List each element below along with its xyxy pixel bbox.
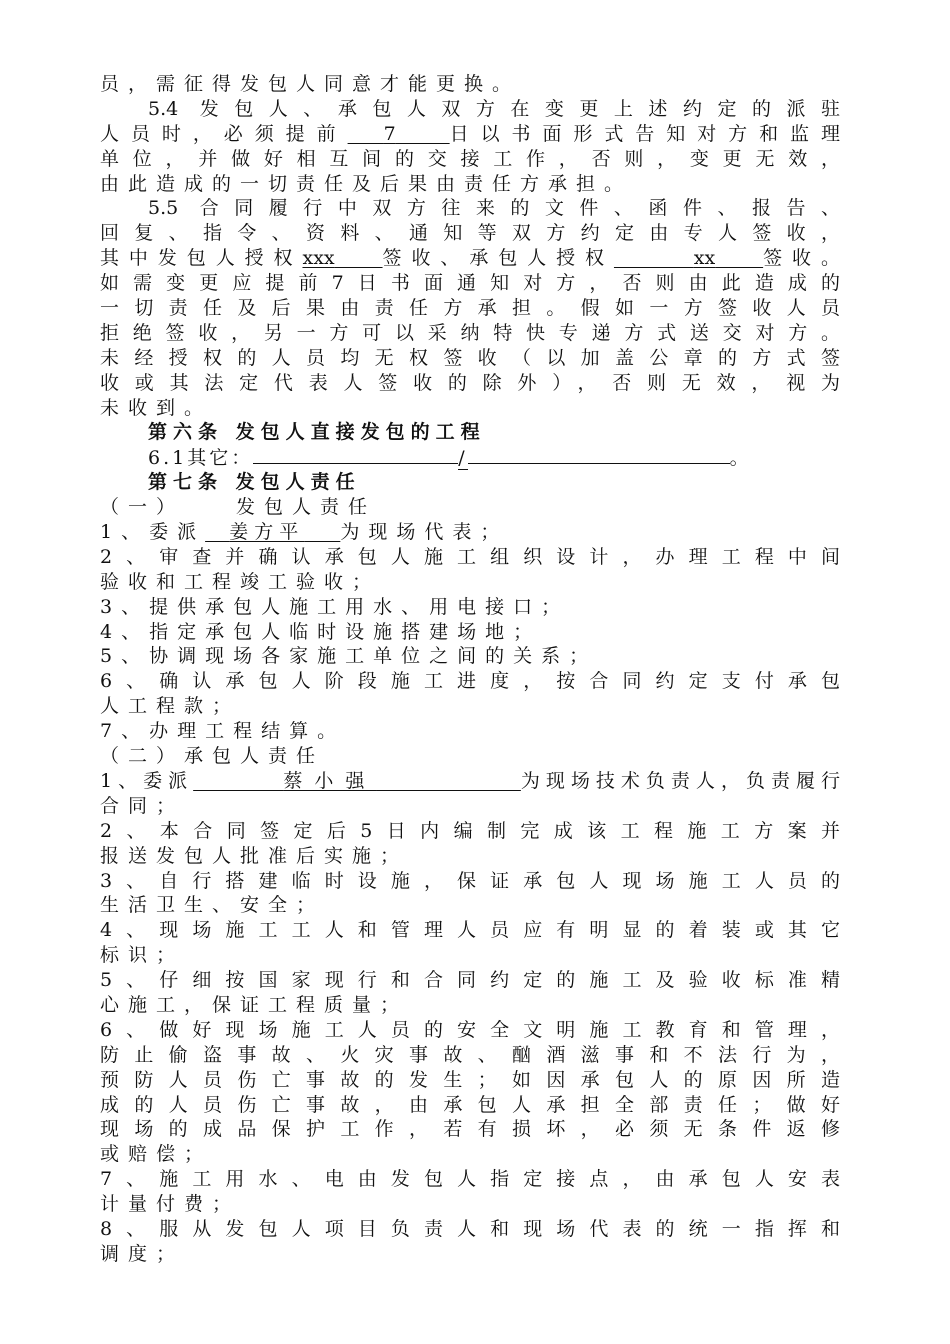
line-text: 预防人员伤亡事故的发生；如因承包人的原因所造 [100, 1068, 840, 1091]
text-line [100, 147, 840, 172]
line-text: 6、做好现场施工人员的安全文明施工教育和管理， [100, 1018, 840, 1041]
line-text: 。 [729, 447, 752, 470]
line-text: 拒绝签收，另一方可以采纳特快专递方式送交对方。 [100, 321, 840, 344]
contractor-signer-value: xx [693, 247, 716, 270]
line-text: 报送发包人批准后实施； [100, 844, 409, 867]
line-text: 成的人员伤亡事故，由承包人承担全部责任；做好 [100, 1093, 840, 1116]
text-line [100, 1043, 840, 1068]
text-line [100, 72, 860, 97]
text-line [100, 794, 860, 819]
text-line [100, 1093, 840, 1118]
line-text: 6.1其它： [148, 447, 254, 470]
text-line [100, 844, 860, 869]
text-line [100, 1117, 840, 1142]
line-text: 签收、承包人授权 [382, 247, 614, 270]
line-text: 收或其法定代表人签收的除外），否则无效，视为 [100, 371, 840, 394]
text-line [100, 669, 840, 694]
line-text: 2、本合同签定后5日内编制完成该工程施工方案并 [100, 819, 840, 842]
line-text: 为现场代表； [340, 521, 509, 544]
text-line [100, 396, 860, 421]
text-line [100, 943, 860, 968]
line-text: 未收到。 [100, 396, 213, 419]
text-line [100, 1192, 860, 1217]
notice-days-field [348, 123, 450, 145]
employer-representative-field [205, 521, 340, 543]
clause-5-4-line [100, 97, 840, 122]
text-line [100, 1068, 840, 1093]
clause-5-5-line [100, 196, 840, 221]
line-text: 7、办理工程结算。 [100, 720, 346, 743]
text-line [100, 321, 840, 346]
line-text: 验收和工程竣工验收； [100, 570, 381, 593]
line-text: 5.4 发包人、承包人双方在变更上述约定的派驻 [148, 97, 840, 120]
text-line [100, 1217, 840, 1242]
article-6-heading [100, 420, 860, 445]
other-blank-slash: / [458, 447, 468, 470]
line-text: （二）承包人责任 [100, 745, 325, 768]
clause-6-1-line [100, 445, 860, 470]
text-line [100, 1167, 840, 1192]
line-text: 2、审查并确认承包人施工组织设计，办理工程中间 [100, 545, 840, 568]
text-line [100, 520, 860, 545]
contract-page [100, 72, 860, 1267]
line-text: 单位，并做好相互间的交接工作，否则，变更无效， [100, 147, 840, 170]
line-text: 人工程款； [100, 695, 241, 718]
line-text: 如需变更应提前7日书面通知对方，否则由此造成的 [100, 272, 840, 295]
heading-text: 第七条 发包人责任 [148, 471, 361, 494]
text-line [100, 346, 840, 371]
line-text: （一） [100, 496, 185, 519]
line-text: 现场的成品保护工作，若有损坏，必须无条件返修 [100, 1118, 840, 1141]
text-line [100, 1142, 860, 1167]
contractor-signer-field [614, 247, 763, 269]
text-line [100, 644, 860, 669]
line-text: 发包人责任 [236, 496, 377, 519]
line-text: 6、确认承包人阶段施工进度，按合同约定支付承包 [100, 670, 840, 693]
line-text: 或赔偿； [100, 1143, 213, 1166]
text-line [100, 819, 840, 844]
notice-days-value: 7 [383, 122, 396, 145]
other-blank-right [468, 445, 730, 464]
text-line [100, 769, 840, 794]
text-line [100, 1242, 860, 1267]
line-text: 生活卫生、安全； [100, 894, 325, 917]
text-line [100, 893, 860, 918]
employer-signer-value: xxx [302, 247, 335, 270]
line-text: 3、提供承包人施工用水、用电接口； [100, 595, 570, 618]
line-text: 回复、指令、资料、通知等双方约定由专人签收， [100, 222, 840, 245]
text-line [100, 595, 860, 620]
text-line [100, 993, 860, 1018]
line-text: 1、委派 [100, 769, 194, 792]
contractor-technical-lead-value: 蔡小强 [283, 769, 377, 792]
heading-text: 第六条 发包人直接发包的工程 [148, 421, 486, 444]
line-text: 4、指定承包人临时设施搭建场地； [100, 620, 542, 643]
line-text: 7、施工用水、电由发包人指定接点，由承包人安表 [100, 1168, 840, 1191]
text-line [100, 620, 860, 645]
line-text: 员，需征得发包人同意才能更换。 [100, 73, 521, 95]
line-text: 合同； [100, 794, 185, 817]
text-line [100, 869, 840, 894]
line-text: 标识； [100, 944, 185, 967]
text-line [100, 246, 840, 271]
line-text: 一切责任及后果由责任方承担。假如一方签收人员 [100, 297, 840, 320]
line-text: 5、仔细按国家现行和合同约定的施工及验收标准精 [100, 969, 840, 992]
text-line [100, 545, 840, 570]
text-line [100, 918, 840, 943]
line-text: 未经授权的人员均无权签收（以加盖公章的方式签 [100, 346, 840, 369]
text-line [100, 694, 860, 719]
other-blank-left [253, 445, 458, 464]
article-7-heading [100, 470, 860, 495]
line-text: 由此造成的一切责任及后果由责任方承担。 [100, 172, 633, 195]
contractor-technical-lead-field [193, 770, 521, 792]
employer-signer-field [302, 247, 382, 269]
line-text: 日以书面形式告知对方和监理 [449, 122, 840, 145]
text-line [100, 221, 840, 246]
line-text: 防止偷盗事故、火灾事故、酗酒滋事和不法行为， [100, 1043, 840, 1066]
text-line [100, 570, 860, 595]
text-line [100, 271, 840, 296]
section-1-heading [100, 495, 860, 520]
text-line [100, 968, 840, 993]
line-text: 其中发包人授权 [100, 247, 303, 270]
line-text: 签收。 [763, 247, 840, 270]
line-text: 5.5 合同履行中双方往来的文件、函件、报告、 [148, 197, 840, 220]
line-text: 为现场技术负责人，负责履行 [520, 769, 840, 792]
text-line [100, 172, 860, 197]
line-text: 5、协调现场各家施工单位之间的关系； [100, 645, 598, 668]
text-line [100, 1018, 840, 1043]
text-line [100, 122, 840, 147]
line-text: 3、自行搭建临时设施，保证承包人现场施工人员的 [100, 869, 840, 892]
text-line [100, 719, 860, 744]
employer-representative-value: 姜方平 [229, 521, 305, 544]
line-text: 8、服从发包人项目负责人和现场代表的统一指挥和 [100, 1217, 840, 1240]
line-text: 4、现场施工工人和管理人员应有明显的着装或其它 [100, 919, 840, 942]
line-text: 心施工，保证工程质量； [100, 993, 409, 1016]
line-text: 人员时，必须提前 [100, 122, 348, 145]
text-line [100, 371, 840, 396]
line-text: 1、委派 [100, 521, 206, 544]
line-text: 计量付费； [100, 1193, 241, 1216]
text-line [100, 296, 840, 321]
section-2-heading [100, 744, 860, 769]
line-text: 调度； [100, 1242, 185, 1265]
